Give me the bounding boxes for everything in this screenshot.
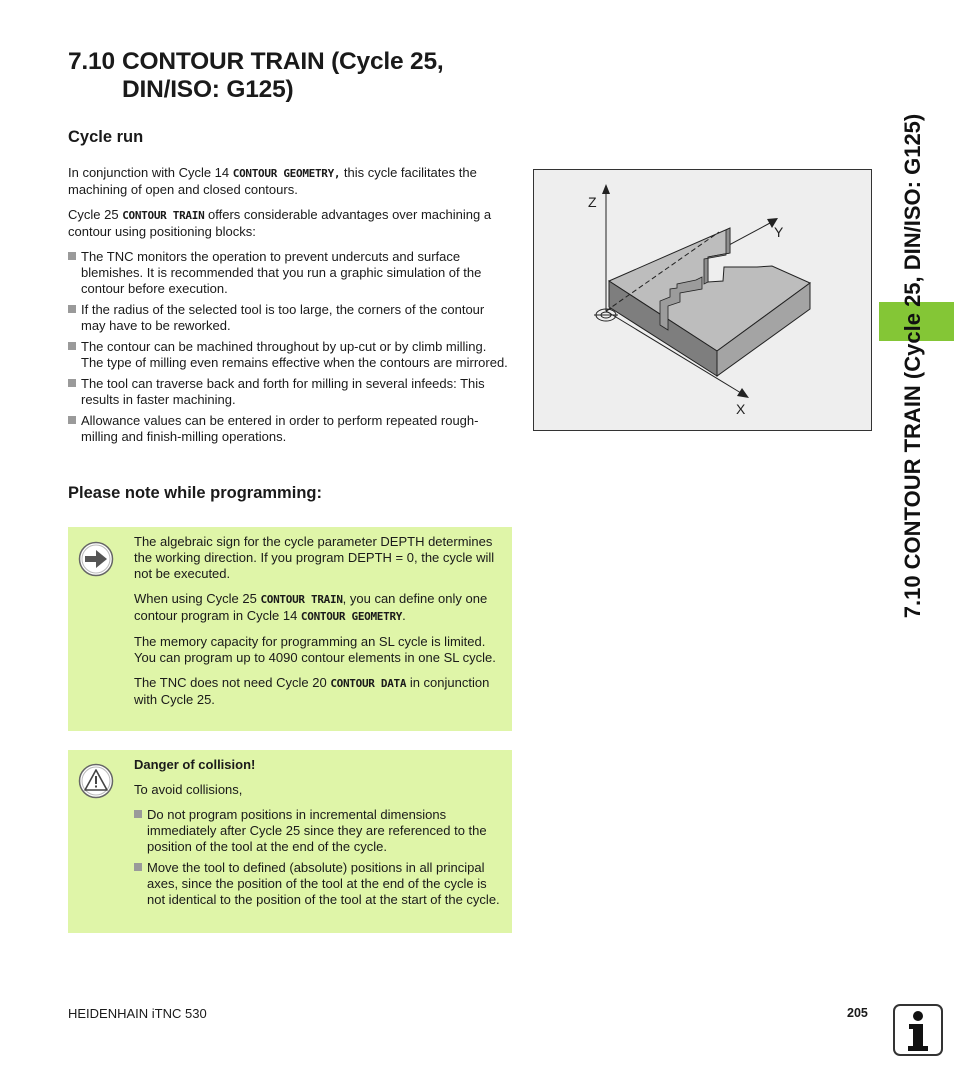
bullet-square-icon [134,863,142,871]
warning-icon [78,763,114,799]
note-memory-text: The memory capacity for programming an SL cycle is limited. You can program up to 4090 contour elements in one SL cycle. [134,634,496,665]
danger-title: Danger of collision! [134,757,256,772]
list-item: The contour can be machined throughout by up-cut or by climb milling. The type of milling even remains effective when the contours are mirrored. [68,339,510,371]
cycle-run-heading: Cycle run [68,128,144,146]
title-line-1: CONTOUR TRAIN (Cycle 25, [122,48,444,75]
axis-y-label: Y [774,224,784,240]
cycle-run-body [68,165,510,450]
contour-train-figure [533,169,872,431]
note-box-warning [68,750,512,933]
list-item: The TNC monitors the operation to prevent undercuts and surface blemishes. It is recommended that you run a graphic simulation of the contour before execution. [68,249,510,297]
bullet-square-icon [68,379,76,387]
code-contour-train: CONTOUR TRAIN [260,593,343,606]
list-item: The tool can traverse back and forth for milling in several infeeds: This results in faster machining. [68,376,510,408]
bullet-square-icon [68,252,76,260]
note-depth-text: The algebraic sign for the cycle parameter DEPTH determines the working direction. If you program DEPTH = 0, the cycle will not be executed. [134,534,495,581]
cycle-run-bullet-list [68,249,510,445]
list-item: Move the tool to defined (absolute) positions in all principal axes, since the position of the tool at the end of the cycle is not identical to the position of the tool at the start of the cycle. [134,860,504,908]
note-box-info [68,527,512,731]
list-item: Do not program positions in incremental dimensions immediately after Cycle 25 since they are referenced to the position of the tool at the end of the cycle. [134,807,504,855]
note-cycle20-text: The TNC does not need Cycle 20 CONTOUR DATA in conjunction with Cycle 25. [134,675,490,707]
programming-heading: Please note while programming: [68,484,322,502]
danger-intro: To avoid collisions, [134,782,243,797]
workpiece-illustration [534,170,871,430]
code-contour-geometry: CONTOUR GEOMETRY [300,610,403,623]
bullet-square-icon [68,342,76,350]
axis-z-label: Z [588,194,597,210]
danger-bullet-list [134,807,504,908]
list-item: If the radius of the selected tool is too large, the corners of the contour may have to be reworked. [68,302,510,334]
page-title [68,48,443,104]
note-contour-train-text: When using Cycle 25 CONTOUR TRAIN, you can define only one contour program in Cycle 14 CONTOUR GEOMETRY. [134,591,488,623]
title-line-2: DIN/ISO: G125) [122,76,294,103]
section-number: 7.10 [68,48,115,75]
list-item: Allowance values can be entered in order to perform repeated rough-milling and finish-milling operations. [68,413,510,445]
footer-product: HEIDENHAIN iTNC 530 [68,1006,207,1021]
bullet-square-icon [68,416,76,424]
cycle-run-paragraph-2: Cycle 25 CONTOUR TRAIN offers considerable advantages over machining a contour using positioning blocks: [68,207,492,239]
bullet-square-icon [134,810,142,818]
arrow-right-icon [78,541,114,577]
axis-x-label: X [736,401,746,417]
code-contour-geometry: CONTOUR GEOMETRY, [232,167,341,180]
cycle-run-paragraph-1: In conjunction with Cycle 14 CONTOUR GEOMETRY, this cycle facilitates the machining of open and closed contours. [68,165,477,197]
bullet-square-icon [68,305,76,313]
page-number: 205 [847,1006,868,1020]
code-contour-train: CONTOUR TRAIN [122,209,205,222]
info-icon [893,1004,943,1056]
code-contour-data: CONTOUR DATA [330,677,407,690]
